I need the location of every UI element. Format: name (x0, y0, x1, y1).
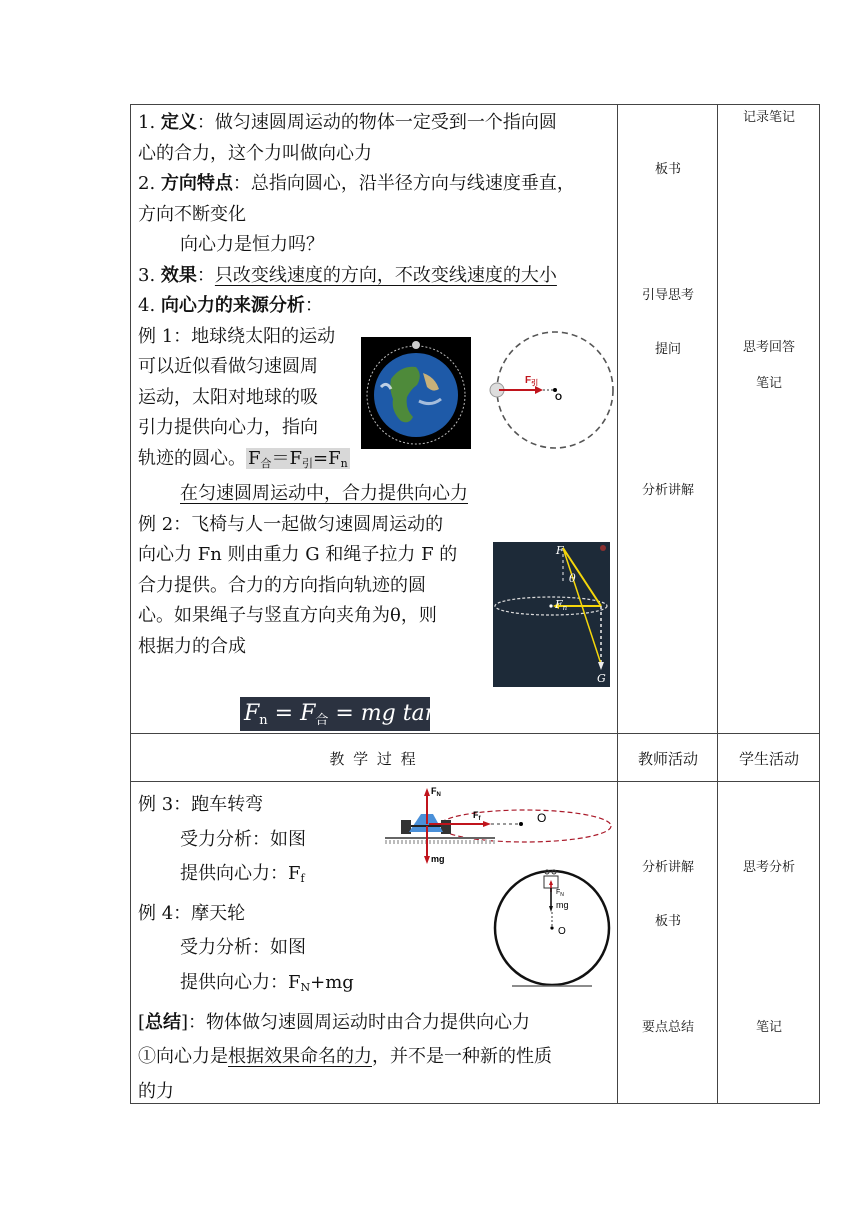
col2-summary: 要点总结 (641, 1020, 694, 1035)
flying-chair-diagram (493, 542, 610, 687)
table-border-right (819, 104, 820, 1104)
chair-g-label: G (597, 672, 606, 685)
header-teacher: 教师活动 (637, 750, 698, 768)
formula-image: $F_n = F_合$ = mg tan θ (240, 697, 430, 731)
table-col-divider-1 (617, 104, 618, 1104)
col2-board: 板书 (654, 162, 681, 177)
f-yin-label: $F_引$ (525, 375, 539, 387)
col2-board-2: 板书 (654, 914, 681, 929)
col2-ask: 提问 (654, 342, 681, 357)
col3-record: 记录笔记 (742, 110, 795, 125)
section2-text: 例 3：跑车转弯 受力分析：如图 提供向心力：$F_f$ 例 4：摩天轮 受力分析：如图 提供向心力：$F_N+mg$ [总结]：物体做匀速圆周运动时由合力提供向心力 ①向心力是根据效果命名的力，并不是一种新的性质 的力 (138, 794, 552, 1102)
sun-icon (412, 341, 420, 349)
col2-explain-2: 分析讲解 (641, 860, 694, 875)
header-process: 教 学 过 程 (329, 750, 418, 768)
table-col-divider-2 (717, 104, 718, 1104)
col3-think: 思考回答 (742, 340, 795, 355)
col2-guide: 引导思考 (641, 288, 694, 303)
earth-orbit-image (361, 337, 471, 449)
orbit-center-label: O (555, 392, 563, 402)
chair-f-label: F (556, 544, 564, 557)
car-mg-label: mg (431, 854, 445, 864)
car-ff-label: $F_f$ (473, 810, 481, 822)
wheel-fn-label: $F_N$ (556, 889, 564, 898)
chair-fn-label: Fn (555, 598, 568, 612)
car-center-label: O (537, 811, 547, 825)
table-border-left (130, 104, 131, 1104)
wheel-mg-label: mg (556, 900, 569, 910)
header-student: 学生活动 (738, 750, 799, 768)
col3-notes: 笔记 (755, 376, 782, 391)
ex1-formula: $F_合=F_引=F_n$ (248, 447, 348, 470)
section1-text: 1. 定义：做匀速圆周运动的物体一定受到一个指向圆 心的合力，这个力叫做向心力 2. 方向特点：总指向圆心，沿半径方向与线速度垂直， 方向不断变化 向心力是恒力吗？ 3. 效果：只改变线速度的方向，不改变线速度的大小 4. 向心力的来源分析： 例 1：地球绕太阳的运动 可以近似看做匀速圆周 运动，太阳对地球的吸 引力提供向心力，指向 轨迹的圆心。 $F_合=F_引=F_n$ 在匀速圆周运动中，合力提供向心力 例 2：飞椅与人一起做匀速圆周运动的 向心力 Fn 则由重力 G 和绳子拉力 F 的 合力提供。合力的方向指向轨迹的圆 心。如果绳子与竖直方向夹角为θ，则 根据力的合成 (138, 112, 575, 657)
col2-explain: 分析讲解 (641, 483, 694, 498)
col3-analyze: 思考分析 (742, 860, 795, 875)
chair-theta-label: θ (569, 572, 576, 585)
car-fn-label: $F_N$ (431, 786, 441, 798)
car-turn-diagram (385, 784, 615, 870)
orbit-force-diagram (485, 328, 615, 452)
wheel-center-label: O (558, 926, 566, 937)
ferris-wheel-diagram (492, 866, 612, 990)
col3-notes-2: 笔记 (755, 1020, 782, 1035)
